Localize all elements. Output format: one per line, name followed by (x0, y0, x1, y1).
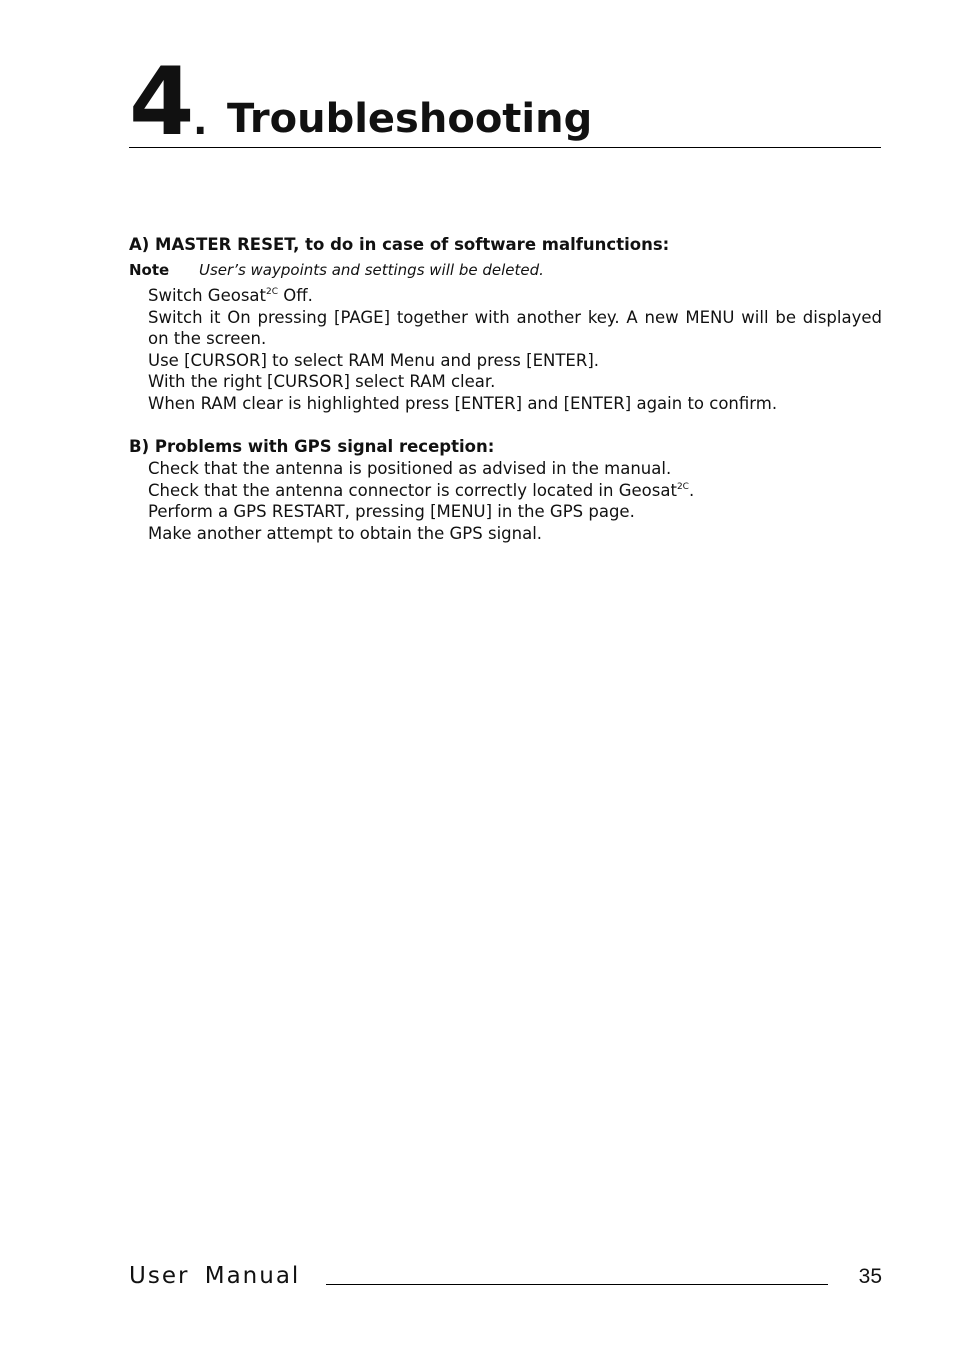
chapter-heading (129, 48, 881, 157)
step-text: Check that the antenna connector is correctly located in Geosat (148, 480, 677, 500)
list-item: With the right [CURSOR] select RAM clear. (148, 372, 496, 391)
section-b-steps (148, 458, 882, 544)
footer-divider (326, 1284, 828, 1285)
section-a-steps (148, 285, 882, 414)
list-item: Perform a GPS RESTART, pressing [MENU] in the GPS page. (148, 502, 635, 521)
list-item: Switch it On pressing [PAGE] together with another key. A new MENU will be displayed on the screen. (148, 307, 882, 348)
list-item (148, 480, 882, 502)
step-text: Switch Geosat (148, 286, 267, 305)
chapter-title: Troubleshooting (227, 96, 593, 142)
note-text: User’s waypoints and settings will be deleted. (199, 261, 544, 279)
chapter-number-dot: . (193, 99, 208, 143)
chapter-number: 4 (129, 48, 193, 157)
model-suffix: 2C (676, 481, 689, 492)
step-text-end: . (688, 480, 695, 500)
section-a-heading: A) MASTER RESET, to do in case of software malfunctions: (129, 235, 670, 254)
list-item: Use [CURSOR] to select RAM Menu and press [ENTER]. (148, 350, 599, 370)
section-b-heading: B) Problems with GPS signal reception: (129, 437, 495, 456)
note-label: Note (129, 261, 170, 279)
list-item (148, 285, 882, 307)
page-number: 35 (858, 1265, 882, 1288)
list-item: Make another attempt to obtain the GPS signal. (148, 523, 543, 543)
step-text-end: Off. (278, 286, 313, 305)
list-item: Check that the antenna is positioned as advised in the manual. (148, 459, 672, 478)
model-suffix: 2C (266, 287, 279, 297)
list-item: When RAM clear is highlighted press [ENTER] and [ENTER] again to confirm. (148, 393, 778, 413)
footer-manual-label: User Manual (129, 1263, 301, 1289)
note (129, 260, 881, 280)
